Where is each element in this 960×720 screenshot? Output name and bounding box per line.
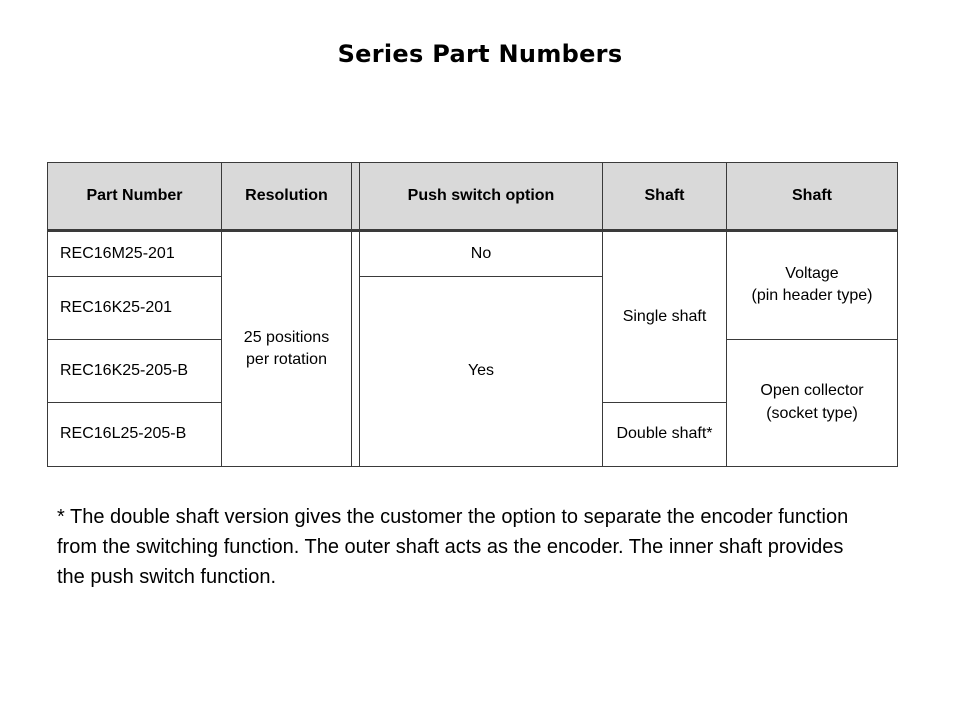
page-title: Series Part Numbers	[337, 40, 623, 68]
resolution-cell	[222, 231, 352, 467]
resolution-line: per rotation	[246, 351, 327, 368]
part-number-cell: REC16L25-205-B	[48, 403, 222, 467]
column-header-push-switch: Push switch option	[360, 163, 603, 231]
column-header-output: Shaft	[727, 163, 898, 231]
output-line: Open collector	[760, 382, 864, 400]
output-line: (pin header type)	[751, 287, 873, 305]
column-header-resolution: Resolution	[222, 163, 352, 231]
shaft-cell: Single shaft	[603, 231, 727, 403]
output-line: (socket type)	[766, 404, 858, 422]
table-header-row	[48, 163, 898, 231]
push-switch-cell: No	[360, 231, 603, 277]
output-cell	[727, 231, 898, 340]
resolution-line: 25 positions	[243, 328, 330, 346]
output-line: Voltage	[785, 264, 839, 282]
part-numbers-table	[47, 162, 898, 467]
shaft-cell: Double shaft*	[603, 403, 727, 467]
column-divider	[352, 231, 360, 467]
part-number-cell: REC16K25-205-B	[48, 339, 222, 403]
push-switch-cell: Yes	[360, 277, 603, 467]
column-header-part-number: Part Number	[48, 163, 222, 231]
column-divider	[352, 163, 360, 231]
part-number-cell: REC16M25-201	[48, 231, 222, 277]
column-header-shaft: Shaft	[603, 163, 727, 231]
table-row	[48, 231, 898, 277]
part-number-cell: REC16K25-201	[48, 277, 222, 340]
footnote: * The double shaft version gives the customer the option to separate the encoder function from the switching function. The outer shaft acts as the encoder. The inner shaft provides the push switch function.	[57, 506, 849, 588]
output-cell	[727, 339, 898, 466]
